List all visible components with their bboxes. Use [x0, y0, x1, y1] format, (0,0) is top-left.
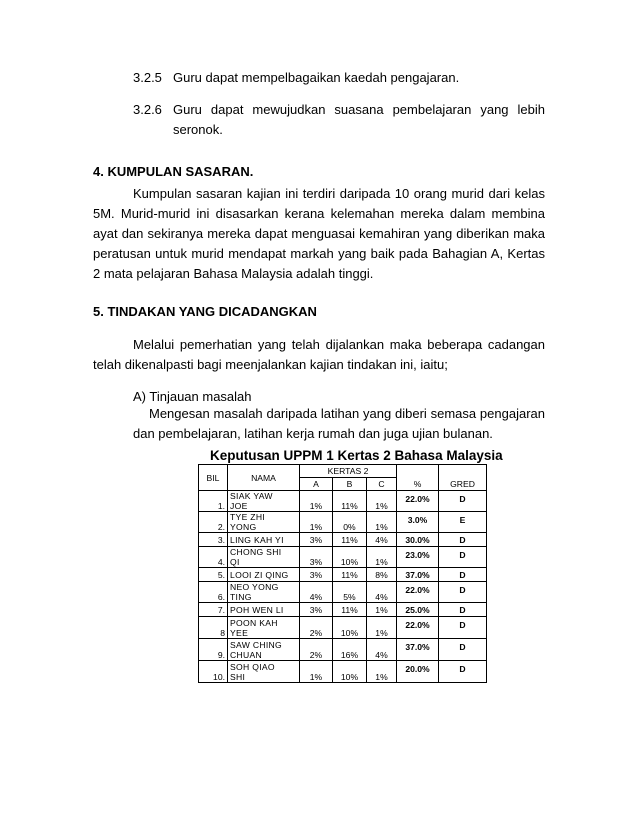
list-item-3-2-5: [133, 68, 553, 88]
section-5-paragraph: Melalui pemerhatian yang telah dijalankan maka beberapa cadangan telah dikenalpasti bagi meenjalankan kajian tindakan ini, iaitu;: [93, 337, 545, 372]
cell-pct: 20.0%: [397, 661, 439, 683]
cell-a: 1%: [300, 512, 333, 533]
header-bil: BIL: [199, 465, 228, 491]
cell-b: 0%: [333, 512, 367, 533]
cell-gred: D: [439, 603, 487, 617]
cell-bil: 5.: [199, 568, 228, 582]
subsection-paragraph: Mengesan masalah daripada latihan yang diberi semasa pengajaran dan pembelajaran, latihan kerja rumah dan juga ujian bulanan.: [133, 406, 545, 441]
header-gred: GRED: [439, 478, 487, 491]
list-item-3-2-6: [133, 100, 545, 140]
cell-pct: 23.0%: [397, 547, 439, 568]
cell-b: 11%: [333, 603, 367, 617]
cell-pct: 30.0%: [397, 533, 439, 547]
cell-b: 11%: [333, 491, 367, 512]
section-heading-4: 4. KUMPULAN SASARAN.: [93, 164, 254, 179]
item-text: Guru dapat mewujudkan suasana pembelajaran yang lebih: [173, 102, 545, 117]
cell-gred: D: [439, 533, 487, 547]
cell-b: 10%: [333, 617, 367, 639]
cell-gred: D: [439, 617, 487, 639]
item-number: 3.2.5: [133, 70, 162, 85]
cell-nama: SOH QIAO SHI: [228, 661, 300, 683]
cell-b: 10%: [333, 547, 367, 568]
item-text-continued: seronok.: [173, 122, 223, 137]
cell-b: 16%: [333, 639, 367, 661]
cell-c: 1%: [367, 512, 397, 533]
table-row: [199, 639, 487, 661]
item-text: Guru dapat mempelbagaikan kaedah pengajaran.: [173, 70, 460, 85]
table-row: [199, 617, 487, 639]
cell-nama: POON KAH YEE: [228, 617, 300, 639]
cell-gred: D: [439, 639, 487, 661]
section-4-paragraph: Kumpulan sasaran kajian ini terdiri daripada 10 orang murid dari kelas 5M. Murid-murid ini disasarkan kerana kelemahan mereka dalam membina ayat dan sekiranya mereka dapat menguasai kemahiran yang diberikan maka peratusan untuk murid mendapat markah yang baik pada Bahagian A, Kertas 2 mata pelajaran Bahasa Malaysia adalah tinggi.: [93, 186, 545, 281]
cell-a: 2%: [300, 639, 333, 661]
cell-nama: LING KAH YI: [228, 533, 300, 547]
cell-bil: 2.: [199, 512, 228, 533]
cell-c: 1%: [367, 661, 397, 683]
cell-pct: 3.0%: [397, 512, 439, 533]
header-pct: %: [397, 478, 439, 491]
cell-a: 1%: [300, 491, 333, 512]
header-blank-gred: [439, 465, 487, 478]
cell-c: 1%: [367, 547, 397, 568]
header-nama: NAMA: [228, 465, 300, 491]
section-heading-5: 5. TINDAKAN YANG DICADANGKAN: [93, 304, 317, 319]
cell-pct: 37.0%: [397, 568, 439, 582]
table-row: [199, 661, 487, 683]
cell-b: 5%: [333, 582, 367, 603]
cell-gred: D: [439, 582, 487, 603]
cell-gred: D: [439, 661, 487, 683]
table-row: [199, 568, 487, 582]
cell-c: 4%: [367, 582, 397, 603]
cell-a: 1%: [300, 661, 333, 683]
table-row: [199, 582, 487, 603]
table-title: Keputusan UPPM 1 Kertas 2 Bahasa Malaysia: [210, 448, 503, 463]
cell-a: 3%: [300, 533, 333, 547]
item-number: 3.2.6: [133, 102, 162, 117]
cell-a: 3%: [300, 603, 333, 617]
cell-a: 2%: [300, 617, 333, 639]
cell-b: 11%: [333, 533, 367, 547]
table-row: [199, 491, 487, 512]
cell-b: 10%: [333, 661, 367, 683]
cell-nama: CHONG SHI QI: [228, 547, 300, 568]
header-b: B: [333, 478, 367, 491]
cell-pct: 37.0%: [397, 639, 439, 661]
table-row: [199, 547, 487, 568]
cell-a: 3%: [300, 568, 333, 582]
cell-pct: 22.0%: [397, 582, 439, 603]
cell-nama: SIAK YAW JOE: [228, 491, 300, 512]
header-c: C: [367, 478, 397, 491]
cell-bil: 7.: [199, 603, 228, 617]
cell-b: 11%: [333, 568, 367, 582]
subsection-label: A) Tinjauan masalah: [133, 389, 252, 404]
cell-a: 4%: [300, 582, 333, 603]
cell-pct: 25.0%: [397, 603, 439, 617]
cell-c: 1%: [367, 617, 397, 639]
cell-bil: 8: [199, 617, 228, 639]
cell-pct: 22.0%: [397, 491, 439, 512]
cell-c: 4%: [367, 533, 397, 547]
table-row: [199, 512, 487, 533]
cell-nama: TYE ZHI YONG: [228, 512, 300, 533]
cell-bil: 9.: [199, 639, 228, 661]
cell-c: 4%: [367, 639, 397, 661]
cell-gred: E: [439, 512, 487, 533]
cell-gred: D: [439, 547, 487, 568]
cell-bil: 1.: [199, 491, 228, 512]
cell-nama: SAW CHING CHUAN: [228, 639, 300, 661]
table-row: [199, 603, 487, 617]
cell-pct: 22.0%: [397, 617, 439, 639]
cell-nama: LOOI ZI QING: [228, 568, 300, 582]
cell-c: 1%: [367, 603, 397, 617]
cell-nama: NEO YONG TING: [228, 582, 300, 603]
cell-gred: D: [439, 568, 487, 582]
cell-bil: 6.: [199, 582, 228, 603]
header-a: A: [300, 478, 333, 491]
cell-nama: POH WEN LI: [228, 603, 300, 617]
cell-c: 8%: [367, 568, 397, 582]
cell-bil: 3.: [199, 533, 228, 547]
cell-bil: 10.: [199, 661, 228, 683]
cell-a: 3%: [300, 547, 333, 568]
cell-bil: 4.: [199, 547, 228, 568]
header-blank-pct: [397, 465, 439, 478]
results-table: [198, 464, 487, 683]
header-kertas: KERTAS 2: [300, 465, 397, 478]
cell-c: 1%: [367, 491, 397, 512]
table-row: [199, 533, 487, 547]
cell-gred: D: [439, 491, 487, 512]
